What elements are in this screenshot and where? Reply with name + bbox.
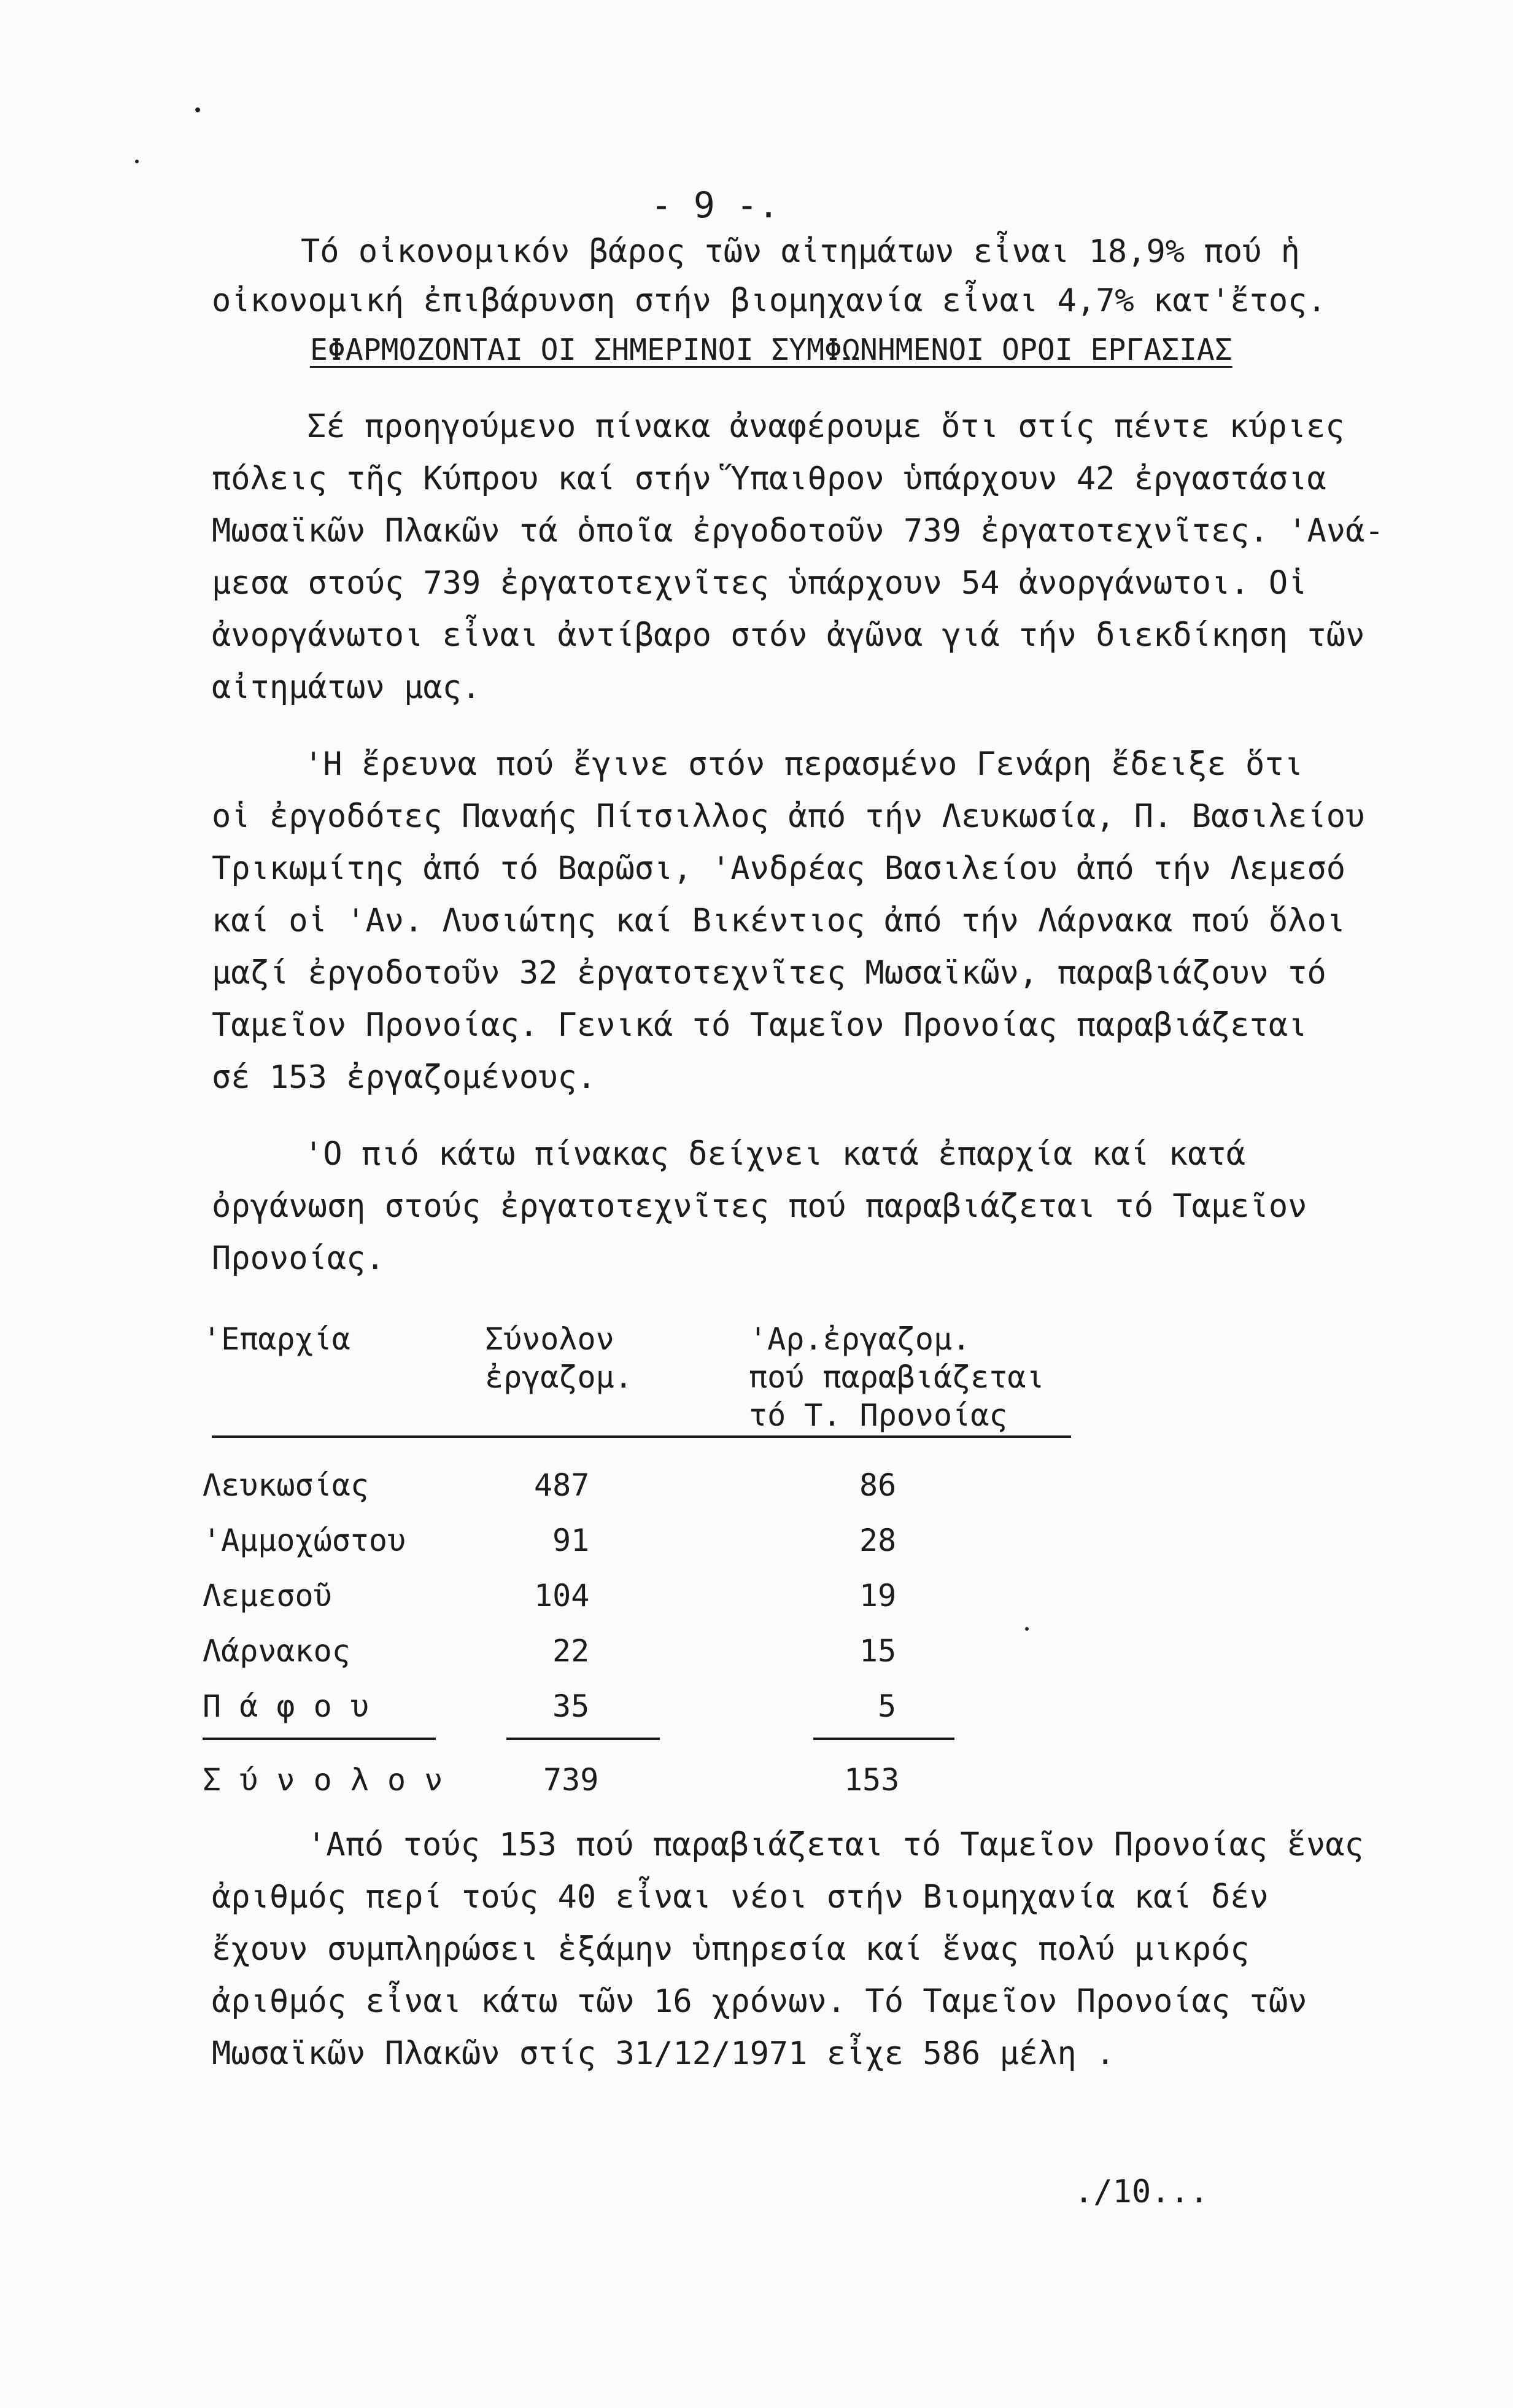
para2-line-2: οἱ ἐργοδότες Παναής Πίτσιλλος ἀπό τήν Λευκωσία, Π. Βασιλείου bbox=[212, 798, 1365, 835]
row-violated: 28 bbox=[859, 1523, 897, 1558]
header-total-employed: Σύνολον ἐργαζομ. bbox=[485, 1321, 633, 1395]
para1-line-1: Σέ προηγούμενο πίνακα ἀναφέρουμε ὅτι στίς πέντε κύριες bbox=[307, 408, 1345, 445]
row-total: 487 bbox=[534, 1467, 590, 1503]
total-employed: 739 bbox=[543, 1762, 599, 1798]
specks bbox=[195, 107, 200, 112]
para4-line-1: 'Από τούς 153 πού παραβιάζεται τό Ταμεῖον Προνοίας ἕνας bbox=[307, 1827, 1364, 1863]
row-province: Λάρνακος bbox=[203, 1633, 350, 1669]
para2-line-3: Τρικωμίτης ἀπό τό Βαρῶσι, 'Ανδρέας Βασιλείου ἀπό τήν Λεμεσό bbox=[212, 850, 1346, 887]
row-province: 'Αμμοχώστου bbox=[203, 1523, 406, 1558]
page-number: - 9 -. bbox=[651, 184, 780, 226]
row-total: 104 bbox=[534, 1578, 590, 1614]
para1-line-6: αἰτημάτων μας. bbox=[212, 669, 481, 706]
row-violated: 86 bbox=[859, 1467, 897, 1503]
total-violated: 153 bbox=[844, 1762, 900, 1798]
header-province: 'Επαρχία bbox=[203, 1321, 350, 1357]
para3-line-3: Προνοίας. bbox=[212, 1240, 385, 1277]
specks bbox=[135, 160, 139, 163]
continuation-marker: ./10... bbox=[1074, 2173, 1209, 2210]
row-total: 91 bbox=[552, 1523, 590, 1558]
row-total: 22 bbox=[552, 1633, 590, 1669]
para3-line-2: ὀργάνωση στούς ἐργατοτεχνῖτες πού παραβιάζεται τό Ταμεῖον bbox=[212, 1188, 1307, 1225]
row-violated: 5 bbox=[878, 1688, 897, 1724]
para4-line-5: Μωσαϊκῶν Πλακῶν στίς 31/12/1971 εἶχε 586 μέλη . bbox=[212, 2035, 1115, 2072]
row-province: Π ά φ ο υ bbox=[203, 1688, 369, 1724]
header-violated: 'Αρ.ἐργαζομ. πού παραβιάζεται τό Τ. Προνοίας bbox=[749, 1321, 1045, 1433]
total-label: Σ ύ ν ο λ ο ν bbox=[203, 1762, 443, 1798]
header-rule bbox=[212, 1435, 1071, 1438]
row-total: 35 bbox=[552, 1688, 590, 1724]
para2-line-5: μαζί ἐργοδοτοῦν 32 ἐργατοτεχνῖτες Μωσαϊκῶν, παραβιάζουν τό bbox=[212, 955, 1326, 992]
intro-line-1: Τό οἰκονομικόν βάρος τῶν αἰτημάτων εἶναι 18,9% πού ἡ bbox=[301, 233, 1300, 270]
para4-line-2: ἀριθμός περί τούς 40 εἶναι νέοι στήν Βιομηχανία καί δέν bbox=[212, 1879, 1269, 1916]
specks bbox=[1025, 1627, 1029, 1631]
total-rule-2 bbox=[506, 1738, 660, 1740]
total-rule-1 bbox=[203, 1738, 436, 1740]
para2-line-6: Ταμεῖον Προνοίας. Γενικά τό Ταμεῖον Προνοίας παραβιάζεται bbox=[212, 1007, 1307, 1044]
para3-line-1: 'Ο πιό κάτω πίνακας δείχνει κατά ἐπαρχία καί κατά bbox=[304, 1136, 1246, 1173]
para2-line-4: καί οἱ 'Αν. Λυσιώτης καί Βικέντιος ἀπό τήν Λάρνακα πού ὅλοι bbox=[212, 903, 1346, 939]
para2-line-7: σέ 153 ἐργαζομένους. bbox=[212, 1059, 597, 1096]
row-violated: 19 bbox=[859, 1578, 897, 1614]
para2-line-1: 'Η ἔρευνα πού ἔγινε στόν περασμένο Γενάρη ἔδειξε ὅτι bbox=[304, 746, 1303, 783]
para4-line-4: ἀριθμός εἶναι κάτω τῶν 16 χρόνων. Τό Ταμεῖον Προνοίας τῶν bbox=[212, 1983, 1307, 2020]
para4-line-3: ἔχουν συμπληρώσει ἑξάμην ὑπηρεσία καί ἕνας πολύ μικρός bbox=[212, 1931, 1250, 1968]
row-violated: 15 bbox=[859, 1633, 897, 1669]
section-heading: ΕΦΑΡΜΟΖΟΝΤΑΙ ΟΙ ΣΗΜΕΡΙΝΟΙ ΣΥΜΦΩΝΗΜΕΝΟΙ ΟΡΟΙ ΕΡΓΑΣΙΑΣ bbox=[310, 333, 1232, 367]
para1-line-2: πόλεις τῆς Κύπρου καί στήν Ὕπαιθρον ὑπάρχουν 42 ἐργαστάσια bbox=[212, 460, 1326, 497]
total-rule-3 bbox=[813, 1738, 954, 1740]
para1-line-5: ἀνοργάνωτοι εἶναι ἀντίβαρο στόν ἀγῶνα γιά τήν διεκδίκηση τῶν bbox=[212, 617, 1365, 654]
row-province: Λευκωσίας bbox=[203, 1467, 369, 1503]
para1-line-4: μεσα στούς 739 ἐργατοτεχνῖτες ὑπάρχουν 54 ἀνοργάνωτοι. Οἱ bbox=[212, 565, 1307, 602]
row-province: Λεμεσοῦ bbox=[203, 1578, 332, 1614]
para1-line-3: Μωσαϊκῶν Πλακῶν τά ὁποῖα ἐργοδοτοῦν 739 ἐργατοτεχνῖτες. 'Ανά- bbox=[212, 513, 1384, 550]
intro-line-2: οἰκονομική ἐπιβάρυνση στήν βιομηχανία εἶναι 4,7% κατ'ἔτος. bbox=[212, 282, 1326, 319]
